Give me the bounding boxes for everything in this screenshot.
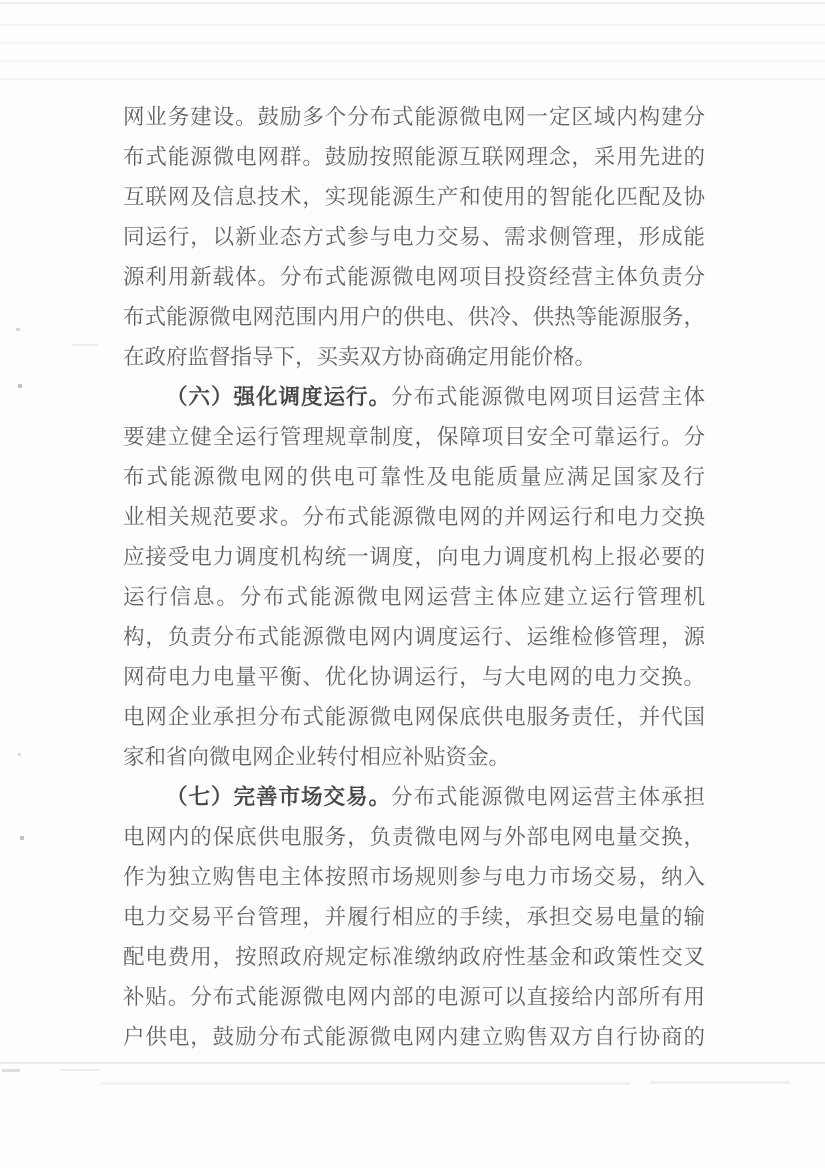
- line-text: 电网内的保底供电服务，负责微电网与外部电网电量交换，: [123, 825, 705, 849]
- line-text: 网业务建设。鼓励多个分布式能源微电网一定区域内构建分: [123, 105, 705, 129]
- line-text: 在政府监督指导下，买卖双方协商确定用能价格。: [123, 345, 597, 369]
- section-heading: （七）完善市场交易。: [166, 785, 391, 809]
- text-line: [123, 297, 705, 337]
- text-line: [123, 777, 705, 817]
- line-text: 家和省向微电网企业转付相应补贴资金。: [123, 745, 511, 769]
- line-text: 户供电，鼓励分布式能源微电网内建立购售双方自行协商的: [123, 1025, 705, 1049]
- line-text: 同运行，以新业态方式参与电力交易、需求侧管理，形成能: [123, 225, 705, 249]
- scan-artifact-band: [100, 1082, 235, 1085]
- line-text: 布式能源微电网的供电可靠性及电能质量应满足国家及行: [123, 465, 705, 489]
- scan-artifact-line: [0, 78, 825, 80]
- scan-artifact-line: [0, 1062, 825, 1064]
- line-text: 分布式能源微电网运营主体承担: [391, 785, 705, 809]
- scan-speck: [20, 836, 24, 840]
- scan-artifact-line: [0, 42, 825, 44]
- text-line: [123, 337, 705, 377]
- scan-artifact-dash: [2, 1069, 20, 1072]
- text-line: [123, 217, 705, 257]
- text-line: [123, 537, 705, 577]
- line-text: 构，负责分布式能源微电网内调度运行、运维检修管理，源: [123, 625, 705, 649]
- text-line: [123, 497, 705, 537]
- line-text: 源利用新载体。分布式能源微电网项目投资经营主体负责分: [123, 265, 705, 289]
- text-line: [123, 1017, 705, 1057]
- scan-artifact-line: [0, 2, 825, 4]
- line-text: 运行信息。分布式能源微电网运营主体应建立运行管理机: [123, 585, 705, 609]
- line-text: 电力交易平台管理，并履行相应的手续，承担交易电量的输: [123, 905, 705, 929]
- line-text: 作为独立购售电主体按照市场规则参与电力市场交易，纳入: [123, 865, 705, 889]
- scan-speck: [16, 328, 20, 331]
- line-text: 电网企业承担分布式能源微电网保底供电服务责任，并代国: [123, 705, 705, 729]
- text-line: [123, 377, 705, 417]
- section-heading: （六）强化调度运行。: [166, 385, 391, 409]
- scan-artifact-line: [0, 60, 825, 62]
- text-line: [123, 937, 705, 977]
- line-text: 业相关规范要求。分布式能源微电网的并网运行和电力交换: [123, 505, 705, 529]
- line-text: 互联网及信息技术，实现能源生产和使用的智能化匹配及协: [123, 185, 705, 209]
- scan-speck: [18, 753, 21, 756]
- text-line: [123, 417, 705, 457]
- text-line: [123, 137, 705, 177]
- text-line: [123, 737, 705, 777]
- line-text: 网荷电力电量平衡、优化协调运行，与大电网的电力交换。: [123, 665, 705, 689]
- text-line: [123, 657, 705, 697]
- text-line: [123, 857, 705, 897]
- text-line: [123, 177, 705, 217]
- text-line: [123, 697, 705, 737]
- scan-speck: [72, 344, 98, 346]
- scan-artifact-dash: [60, 1069, 100, 1071]
- scan-artifact-line: [0, 24, 825, 26]
- line-text: 补贴。分布式能源微电网内部的电源可以直接给内部所有用: [123, 985, 705, 1009]
- text-line: [123, 97, 705, 137]
- line-text: 布式能源微电网范围内用户的供电、供冷、供热等能源服务，: [123, 305, 705, 329]
- scan-speck: [18, 384, 22, 388]
- line-text: 分布式能源微电网项目运营主体: [391, 385, 705, 409]
- line-text: 应接受电力调度机构统一调度，向电力调度机构上报必要的: [123, 545, 705, 569]
- document-text-block: [123, 97, 705, 1057]
- scan-artifact-band: [200, 1082, 630, 1085]
- text-line: [123, 457, 705, 497]
- line-text: 配电费用，按照政府规定标准缴纳政府性基金和政策性交叉: [123, 945, 705, 969]
- text-line: [123, 817, 705, 857]
- line-text: 要建立健全运行管理规章制度，保障项目安全可靠运行。分: [123, 425, 705, 449]
- text-line: [123, 577, 705, 617]
- text-line: [123, 897, 705, 937]
- text-line: [123, 617, 705, 657]
- text-line: [123, 977, 705, 1017]
- line-text: 布式能源微电网群。鼓励按照能源互联网理念，采用先进的: [123, 145, 705, 169]
- scan-artifact-band: [650, 1081, 790, 1084]
- text-line: [123, 257, 705, 297]
